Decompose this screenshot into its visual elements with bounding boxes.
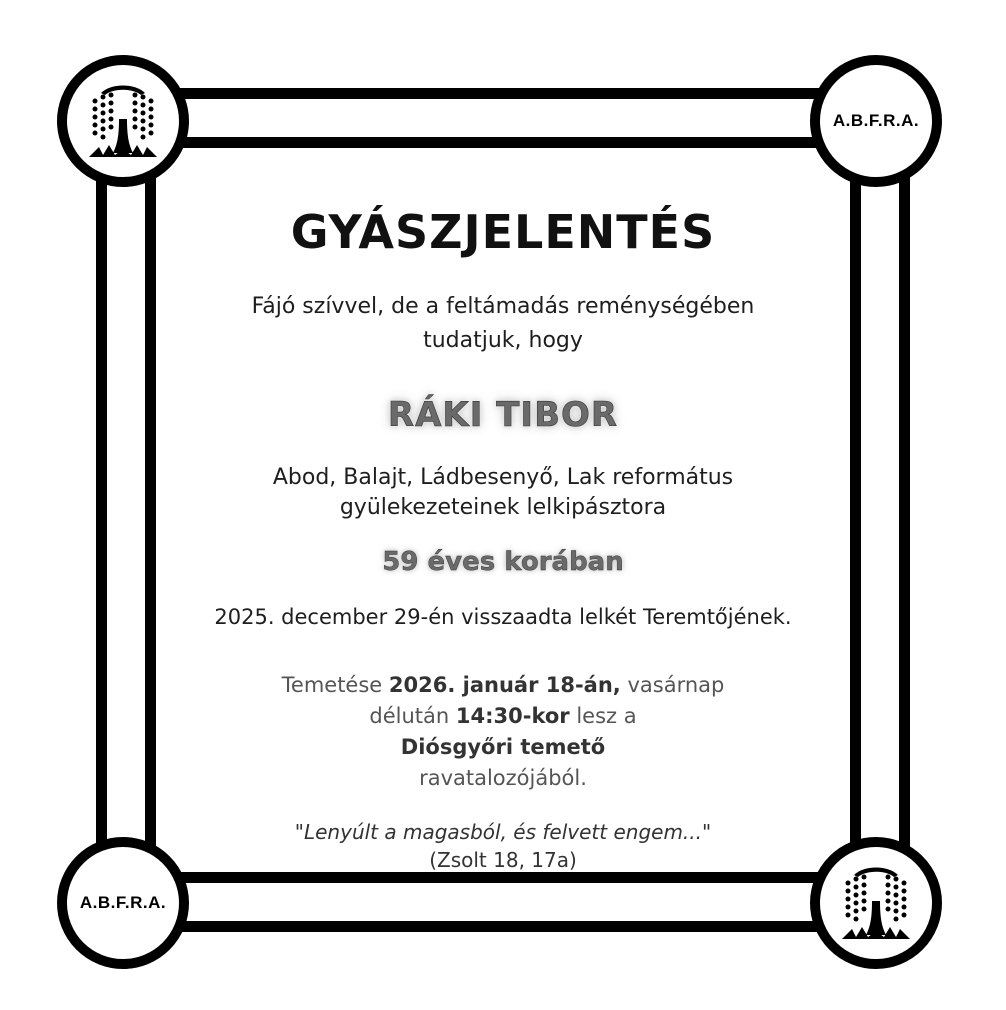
role-line-2: gyülekezeteinek lelkipásztora [339, 495, 667, 520]
intro-line-2: tudatjuk, hogy [423, 328, 583, 353]
bible-quote [160, 818, 846, 874]
funeral-time: 14:30-kor [455, 704, 570, 728]
notice-title: GYÁSZJELENTÉS [290, 205, 716, 259]
funeral-date: 2026. január 18-án, [388, 673, 621, 697]
funeral-time-prefix: délután [369, 704, 456, 728]
death-date-text: 2025. december 29-én visszaadta lelkét Teremtőjének. [214, 605, 792, 629]
frame-right-bar [850, 170, 910, 860]
funeral-day: vasárnap [620, 673, 725, 697]
corner-abbreviation: A.B.F.R.A. [79, 893, 167, 912]
intro-text [160, 290, 846, 358]
corner-abbreviation: A.B.F.R.A. [832, 111, 920, 130]
funeral-place: Diósgyőri temető [400, 735, 606, 759]
obituary-notice [160, 150, 846, 870]
funeral-time-suffix: lesz a [569, 704, 637, 728]
funeral-place-suffix: ravatalozójából. [419, 766, 587, 790]
funeral-details [160, 670, 846, 794]
intro-line-1: Fájó szívvel, de a feltámadás reménységében [251, 294, 755, 319]
deceased-age: 59 éves korában [382, 547, 624, 577]
deceased-name: RÁKI TIBOR [387, 395, 619, 435]
quote-reference: (Zsolt 18, 17a) [429, 848, 577, 872]
frame-top-bar [120, 88, 886, 148]
frame-bottom-bar [120, 872, 886, 932]
deceased-role [160, 463, 846, 523]
weeping-willow-icon [834, 861, 918, 945]
weeping-willow-icon [81, 79, 165, 163]
frame-left-bar [96, 170, 156, 860]
role-line-1: Abod, Balajt, Ládbesenyő, Lak református [272, 465, 734, 490]
funeral-prefix: Temetése [281, 673, 389, 697]
quote-text: "Lenyúlt a magasból, és felvett engem..." [294, 820, 712, 844]
